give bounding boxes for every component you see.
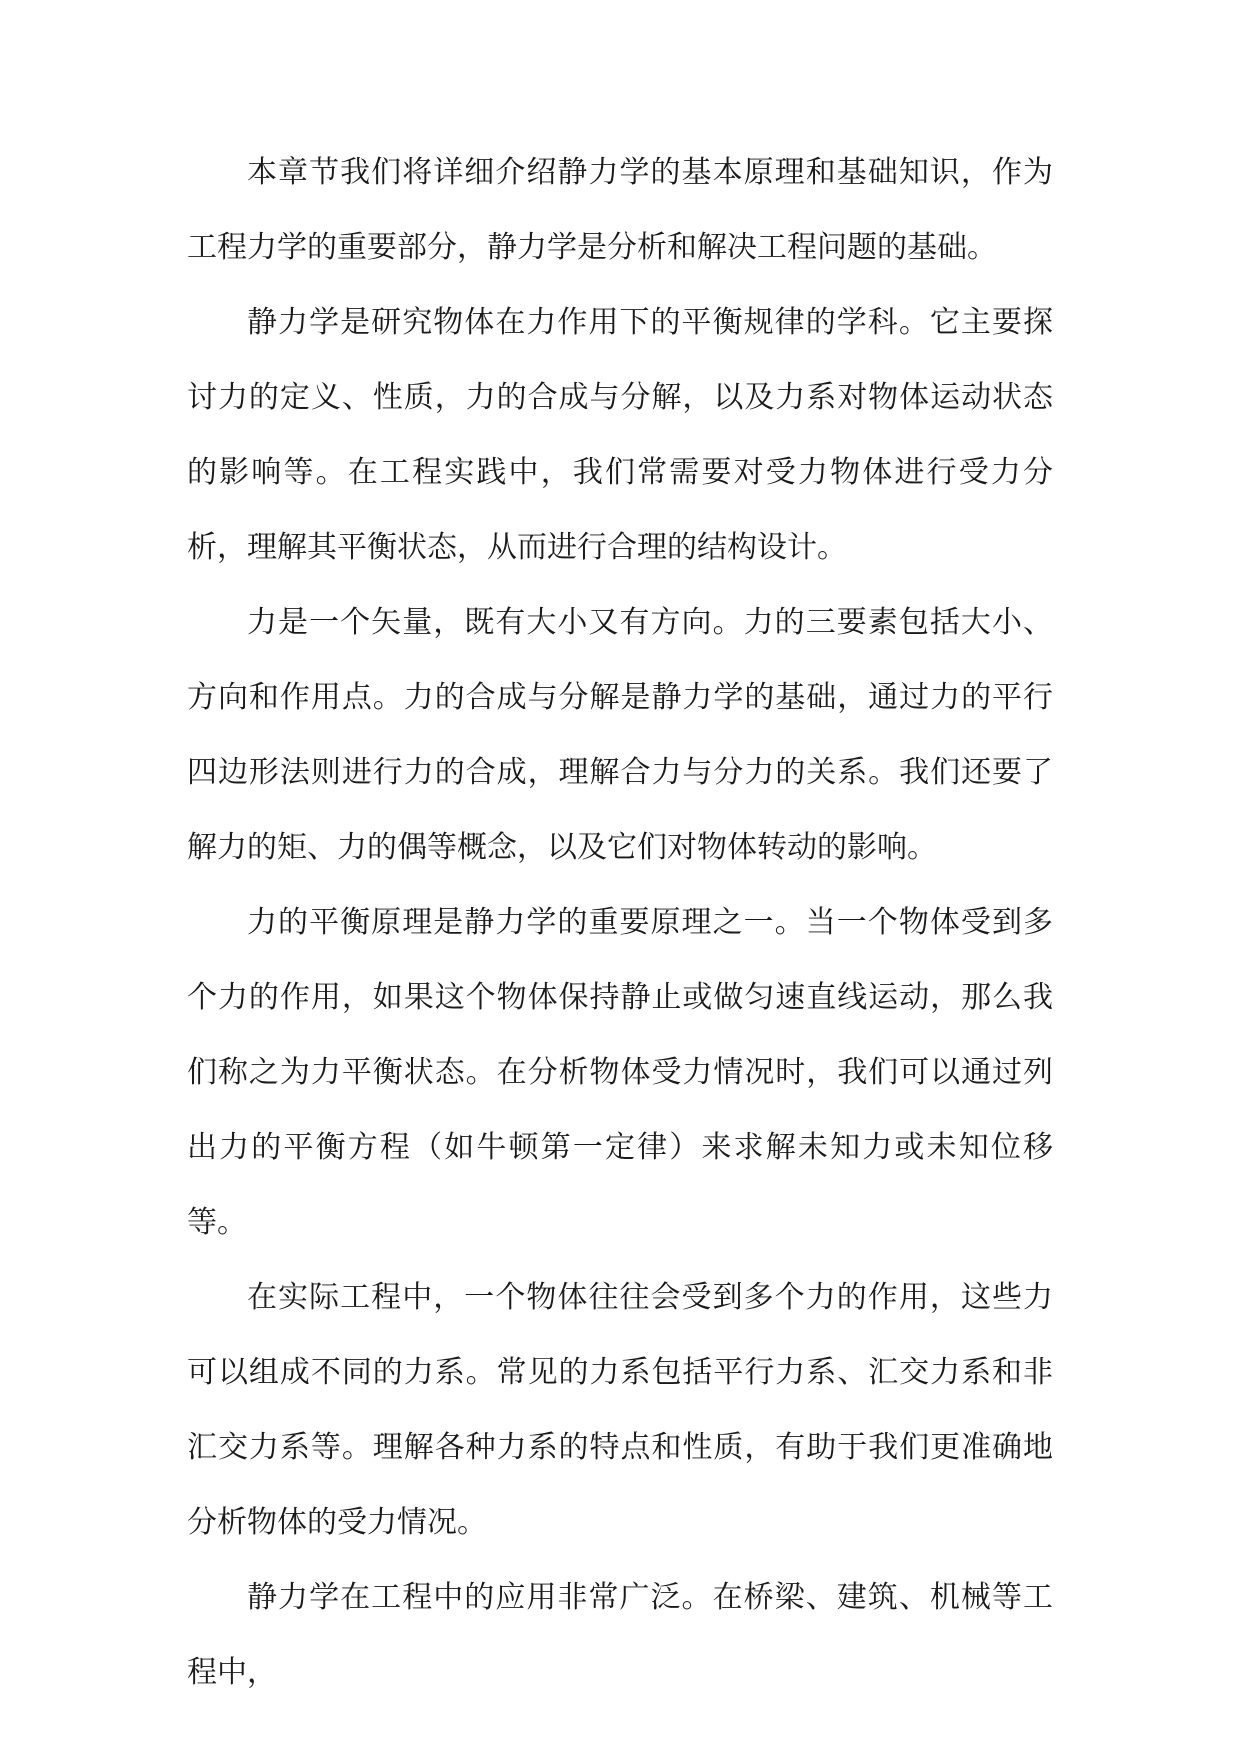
paragraph-equilibrium-principle: 力的平衡原理是静力学的重要原理之一。当一个物体受到多个力的作用，如果这个物体保持静止或做匀速直线运动，那么我们称之为力平衡状态。在分析物体受力情况时，我们可以通过列出力的平衡方程（如牛顿第一定律）来求解未知力或未知位移等。: [187, 905, 1053, 1240]
paragraph-force-systems: 在实际工程中，一个物体往往会受到多个力的作用，这些力可以组成不同的力系。常见的力系包括平行力系、汇交力系和非汇交力系等。理解各种力系的特点和性质，有助于我们更准确地分析物体的受力情况。: [187, 1280, 1053, 1540]
paragraph-statics-definition: 静力学是研究物体在力作用下的平衡规律的学科。它主要探讨力的定义、性质，力的合成与分解，以及力系对物体运动状态的影响等。在工程实践中，我们常需要对受力物体进行受力分析，理解其平衡状态，从而进行合理的结构设计。: [187, 305, 1053, 565]
paragraph-force-vector: 力是一个矢量，既有大小又有方向。力的三要素包括大小、方向和作用点。力的合成与分解是静力学的基础，通过力的平行四边形法则进行力的合成，理解合力与分力的关系。我们还要了解力的矩、力的偶等概念，以及它们对物体转动的影响。: [187, 605, 1053, 865]
paragraph-applications: 静力学在工程中的应用非常广泛。在桥梁、建筑、机械等工程中，: [187, 1580, 1053, 1690]
paragraph-intro: 本章节我们将详细介绍静力学的基本原理和基础知识，作为工程力学的重要部分，静力学是分析和解决工程问题的基础。: [187, 155, 1053, 265]
document-body: [187, 135, 1053, 1710]
